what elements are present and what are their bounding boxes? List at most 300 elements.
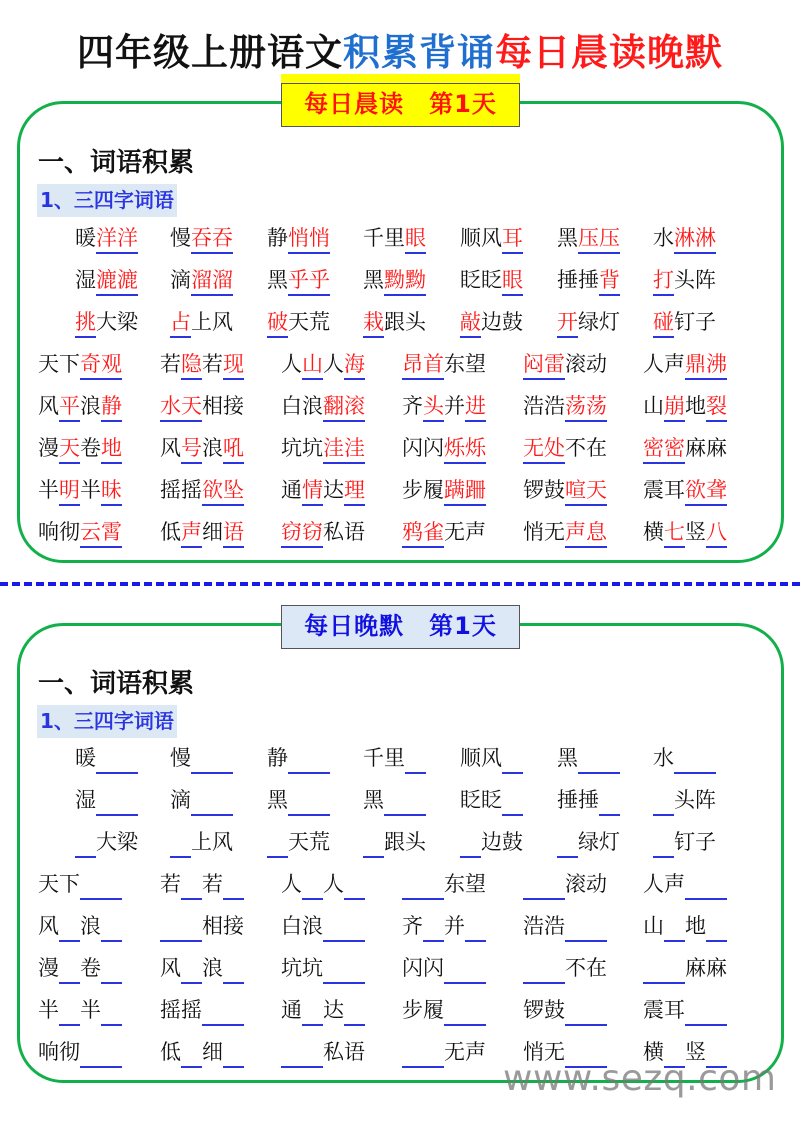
given-chars: 上风 [191, 310, 233, 334]
answer-chars: 理 [344, 477, 365, 506]
given-chars: 摇摇 [160, 478, 202, 502]
dictation-blank-item [402, 911, 486, 942]
dictation-blank-item [402, 953, 486, 984]
dictation-blank-item [281, 1037, 365, 1068]
given-chars: 地 [685, 394, 706, 418]
dictation-blank-item [557, 827, 620, 858]
dictation-blank-item [160, 911, 244, 942]
given-chars: 浪 [202, 436, 223, 460]
answer-chars: 号 [181, 435, 202, 464]
dictation-blank-item [160, 1037, 244, 1068]
word-item [75, 265, 138, 296]
given-chars: 风 [38, 394, 59, 418]
fill-in-blank[interactable] [223, 955, 244, 984]
answer-chars: 海 [344, 351, 365, 380]
fill-in-blank[interactable] [578, 745, 620, 774]
given-chars: 若 [160, 352, 181, 376]
fill-in-blank[interactable] [288, 745, 330, 774]
fill-in-blank[interactable] [460, 829, 481, 858]
answer-chars: 密密 [643, 435, 685, 464]
given-chars: 人声 [643, 872, 685, 896]
given-chars: 山 [643, 914, 664, 938]
answer-chars: 洋洋 [96, 225, 138, 254]
given-chars: 头阵 [674, 268, 716, 292]
dictation-blank-item [267, 785, 330, 816]
word-item [643, 475, 727, 506]
given-chars: 浩浩 [523, 914, 565, 938]
fill-in-blank[interactable] [653, 829, 674, 858]
given-chars: 若 [202, 352, 223, 376]
fill-in-blank[interactable] [302, 997, 323, 1026]
dictation-blank-item [267, 827, 330, 858]
given-chars: 边鼓 [481, 830, 523, 854]
answer-chars: 平 [59, 393, 80, 422]
given-chars: 顺风 [460, 226, 502, 250]
dictation-blank-item [653, 743, 716, 774]
given-chars: 大梁 [96, 830, 138, 854]
dictation-blank-item [460, 743, 523, 774]
answer-chars: 静 [101, 393, 122, 422]
fill-in-blank[interactable] [465, 913, 486, 942]
answer-chars: 黝黝 [384, 267, 426, 296]
fill-in-blank[interactable] [502, 745, 523, 774]
fill-in-blank[interactable] [101, 997, 122, 1026]
fill-in-blank[interactable] [202, 997, 244, 1026]
evening-day-badge: 每日晚默 第1天 [281, 605, 520, 649]
fill-in-blank[interactable] [706, 913, 727, 942]
given-chars: 白浪 [281, 394, 323, 418]
given-chars: 钉子 [674, 830, 716, 854]
word-item [643, 433, 727, 464]
fill-in-blank[interactable] [402, 871, 444, 900]
given-chars: 黑 [363, 788, 384, 812]
word-item [460, 265, 523, 296]
fill-in-blank[interactable] [101, 913, 122, 942]
answer-chars: 崩 [664, 393, 685, 422]
answer-chars: 欲聋 [685, 477, 727, 506]
fill-in-blank[interactable] [181, 871, 202, 900]
given-chars: 人 [323, 352, 344, 376]
fill-in-blank[interactable] [502, 787, 523, 816]
given-chars: 湿 [75, 268, 96, 292]
given-chars: 闪闪 [402, 956, 444, 980]
dictation-blank-item [38, 869, 122, 900]
fill-in-blank[interactable] [444, 997, 486, 1026]
word-item [281, 517, 365, 548]
dictation-blank-item [267, 743, 330, 774]
answer-chars: 八 [706, 519, 727, 548]
given-chars: 滴 [170, 268, 191, 292]
answer-chars: 开 [557, 309, 578, 338]
dictation-blank-item [643, 953, 727, 984]
dictation-blank-item [38, 995, 122, 1026]
word-item [160, 349, 244, 380]
word-item [38, 433, 122, 464]
given-chars: 相接 [202, 914, 244, 938]
dictation-blank-item [160, 995, 244, 1026]
given-chars: 齐 [402, 394, 423, 418]
fill-in-blank[interactable] [402, 1039, 444, 1068]
answer-chars: 喧天 [565, 477, 607, 506]
word-item [402, 391, 486, 422]
given-chars: 半 [38, 478, 59, 502]
word-item [557, 265, 620, 296]
answer-chars: 占 [170, 309, 191, 338]
evening-section-title: 一、词语积累 [38, 669, 195, 699]
given-chars: 捶捶 [557, 788, 599, 812]
given-chars: 水 [653, 226, 674, 250]
word-row [0, 307, 800, 341]
given-chars: 天荒 [288, 830, 330, 854]
answer-chars: 昧 [101, 477, 122, 506]
given-chars: 漫 [38, 436, 59, 460]
fill-in-blank[interactable] [565, 913, 607, 942]
answer-chars: 淋淋 [674, 225, 716, 254]
fill-in-blank[interactable] [344, 871, 365, 900]
answer-chars: 乎乎 [288, 267, 330, 296]
answer-chars: 昂首 [402, 351, 444, 380]
answer-chars: 悄悄 [288, 225, 330, 254]
given-chars: 步履 [402, 478, 444, 502]
dictation-blank-item [523, 953, 607, 984]
dictation-blank-item [38, 1037, 122, 1068]
fill-in-blank[interactable] [191, 787, 233, 816]
fill-in-blank[interactable] [523, 955, 565, 984]
word-item [653, 265, 716, 296]
given-chars: 水 [653, 746, 674, 770]
given-chars: 达 [323, 478, 344, 502]
given-chars: 摇摇 [160, 998, 202, 1022]
word-item [160, 433, 244, 464]
word-item [38, 391, 122, 422]
dictation-blank-item [402, 995, 486, 1026]
given-chars: 人 [281, 352, 302, 376]
answer-chars: 声息 [565, 519, 607, 548]
fill-in-blank[interactable] [59, 913, 80, 942]
answer-chars: 山 [302, 351, 323, 380]
given-chars: 顺风 [460, 746, 502, 770]
given-chars: 私语 [323, 1040, 365, 1064]
title-part-daily: 每日晨读晚默 [495, 31, 723, 74]
given-chars: 东望 [444, 352, 486, 376]
fill-in-blank[interactable] [267, 829, 288, 858]
dictation-blank-item [557, 743, 620, 774]
word-item [160, 475, 244, 506]
given-chars: 风 [160, 436, 181, 460]
answer-chars: 现 [223, 351, 244, 380]
given-chars: 通 [281, 478, 302, 502]
page-title [0, 22, 800, 76]
fill-in-blank[interactable] [323, 913, 365, 942]
given-chars: 卷 [80, 436, 101, 460]
fill-in-blank[interactable] [685, 997, 727, 1026]
word-item [170, 307, 233, 338]
dictation-blank-item [281, 911, 365, 942]
given-chars: 半 [80, 998, 101, 1022]
given-chars: 暖 [75, 746, 96, 770]
given-chars: 风 [38, 914, 59, 938]
given-chars: 眨眨 [460, 788, 502, 812]
given-chars: 山 [643, 394, 664, 418]
answer-chars: 裂 [706, 393, 727, 422]
answer-chars: 天 [59, 435, 80, 464]
answer-chars: 地 [101, 435, 122, 464]
fill-in-blank[interactable] [557, 829, 578, 858]
given-chars: 黑 [267, 268, 288, 292]
answer-chars: 进 [465, 393, 486, 422]
evening-sub-title: 1、三四字词语 [37, 705, 177, 738]
fill-in-blank[interactable] [643, 955, 685, 984]
fill-in-blank[interactable] [59, 997, 80, 1026]
answer-chars: 背 [599, 267, 620, 296]
given-chars: 横 [643, 1040, 664, 1064]
fill-in-blank[interactable] [223, 1039, 244, 1068]
answer-chars: 溜溜 [191, 267, 233, 296]
word-item [523, 433, 607, 464]
dictation-blank-item [523, 869, 607, 900]
answer-chars: 隐 [181, 351, 202, 380]
given-chars: 细 [202, 520, 223, 544]
given-chars: 漫 [38, 956, 59, 980]
fill-in-blank[interactable] [75, 829, 96, 858]
fill-in-blank[interactable] [96, 745, 138, 774]
answer-chars: 头 [423, 393, 444, 422]
given-chars: 卷 [80, 956, 101, 980]
word-item [523, 475, 607, 506]
given-chars: 低 [160, 1040, 181, 1064]
word-item [281, 433, 365, 464]
dictation-blank-item [653, 785, 716, 816]
dictation-blank-item [281, 995, 365, 1026]
word-row [0, 265, 800, 299]
given-chars: 达 [323, 998, 344, 1022]
word-row [0, 743, 800, 777]
dictation-blank-item [523, 995, 607, 1026]
given-chars: 滚动 [565, 352, 607, 376]
answer-chars: 无处 [523, 435, 565, 464]
answer-chars: 云霄 [80, 519, 122, 548]
fill-in-blank[interactable] [302, 871, 323, 900]
fill-in-blank[interactable] [523, 871, 565, 900]
dictation-blank-item [170, 827, 233, 858]
answer-chars: 声 [181, 519, 202, 548]
given-chars: 锣鼓 [523, 478, 565, 502]
fill-in-blank[interactable] [191, 745, 233, 774]
given-chars: 竖 [685, 1040, 706, 1064]
dictation-blank-item [460, 785, 523, 816]
given-chars: 麻麻 [685, 436, 727, 460]
fill-in-blank[interactable] [96, 787, 138, 816]
given-chars: 暖 [75, 226, 96, 250]
given-chars: 天荒 [288, 310, 330, 334]
word-item [402, 475, 486, 506]
fill-in-blank[interactable] [664, 913, 685, 942]
dictation-blank-item [523, 911, 607, 942]
fill-in-blank[interactable] [384, 787, 426, 816]
word-item [653, 223, 716, 254]
dictation-blank-item [460, 827, 523, 858]
word-row [0, 785, 800, 819]
word-item [363, 265, 426, 296]
fill-in-blank[interactable] [405, 745, 426, 774]
word-item [160, 517, 244, 548]
given-chars: 上风 [191, 830, 233, 854]
dictation-blank-item [160, 953, 244, 984]
given-chars: 静 [267, 746, 288, 770]
word-item [363, 223, 426, 254]
answer-chars: 洼洼 [323, 435, 365, 464]
dictation-blank-item [643, 995, 727, 1026]
fill-in-blank[interactable] [59, 955, 80, 984]
fill-in-blank[interactable] [160, 913, 202, 942]
dictation-blank-item [75, 785, 138, 816]
fill-in-blank[interactable] [323, 955, 365, 984]
word-item [523, 517, 607, 548]
given-chars: 绿灯 [578, 310, 620, 334]
word-row [0, 517, 800, 551]
dictation-blank-item [402, 1037, 486, 1068]
dictation-blank-item [281, 953, 365, 984]
given-chars: 闪闪 [402, 436, 444, 460]
dictation-blank-item [160, 869, 244, 900]
word-row [0, 391, 800, 425]
word-row [0, 869, 800, 903]
answer-chars: 耳 [502, 225, 523, 254]
answer-chars: 敲 [460, 309, 481, 338]
answer-chars: 碰 [653, 309, 674, 338]
answer-chars: 破 [267, 309, 288, 338]
given-chars: 头阵 [674, 788, 716, 812]
given-chars: 浩浩 [523, 394, 565, 418]
fill-in-blank[interactable] [170, 829, 191, 858]
dictation-blank-item [281, 869, 365, 900]
section-divider [0, 582, 800, 586]
fill-in-blank[interactable] [288, 787, 330, 816]
word-item [402, 349, 486, 380]
word-item [643, 517, 727, 548]
given-chars: 人 [323, 872, 344, 896]
fill-in-blank[interactable] [344, 997, 365, 1026]
fill-in-blank[interactable] [653, 787, 674, 816]
fill-in-blank[interactable] [444, 955, 486, 984]
given-chars: 悄无 [523, 1040, 565, 1064]
fill-in-blank[interactable] [363, 829, 384, 858]
given-chars: 浪 [80, 914, 101, 938]
dictation-blank-item [557, 785, 620, 816]
fill-in-blank[interactable] [685, 871, 727, 900]
fill-in-blank[interactable] [80, 871, 122, 900]
dictation-blank-item [363, 743, 426, 774]
word-item [267, 307, 330, 338]
fill-in-blank[interactable] [423, 913, 444, 942]
word-item [643, 349, 727, 380]
fill-in-blank[interactable] [599, 787, 620, 816]
given-chars: 黑 [267, 788, 288, 812]
fill-in-blank[interactable] [80, 1039, 122, 1068]
given-chars: 麻麻 [685, 956, 727, 980]
answer-chars: 语 [223, 519, 244, 548]
dictation-blank-item [38, 953, 122, 984]
answer-chars: 荡荡 [565, 393, 607, 422]
given-chars: 风 [160, 956, 181, 980]
given-chars: 细 [202, 1040, 223, 1064]
given-chars: 低 [160, 520, 181, 544]
given-chars: 并 [444, 914, 465, 938]
given-chars: 相接 [202, 394, 244, 418]
answer-chars: 七 [664, 519, 685, 548]
word-item [75, 307, 138, 338]
given-chars: 震耳 [643, 478, 685, 502]
word-item [38, 349, 122, 380]
word-item [363, 307, 426, 338]
fill-in-blank[interactable] [223, 871, 244, 900]
given-chars: 地 [685, 914, 706, 938]
word-row [0, 433, 800, 467]
given-chars: 半 [38, 998, 59, 1022]
fill-in-blank[interactable] [101, 955, 122, 984]
given-chars: 黑 [557, 226, 578, 250]
given-chars: 半 [80, 478, 101, 502]
answer-chars: 明 [59, 477, 80, 506]
word-item [170, 265, 233, 296]
word-item [557, 307, 620, 338]
word-item [38, 475, 122, 506]
fill-in-blank[interactable] [181, 1039, 202, 1068]
answer-chars: 奇观 [80, 351, 122, 380]
given-chars: 捶捶 [557, 268, 599, 292]
fill-in-blank[interactable] [281, 1039, 323, 1068]
fill-in-blank[interactable] [674, 745, 716, 774]
given-chars: 悄无 [523, 520, 565, 544]
answer-chars: 压压 [578, 225, 620, 254]
answer-chars: 打 [653, 267, 674, 296]
answer-chars: 栽 [363, 309, 384, 338]
answer-chars: 挑 [75, 309, 96, 338]
word-item [643, 391, 727, 422]
word-item [267, 223, 330, 254]
word-item [402, 517, 486, 548]
answer-chars: 情 [302, 477, 323, 506]
given-chars: 无声 [444, 520, 486, 544]
word-item [523, 349, 607, 380]
given-chars: 钉子 [674, 310, 716, 334]
given-chars: 慢 [170, 746, 191, 770]
given-chars: 白浪 [281, 914, 323, 938]
fill-in-blank[interactable] [181, 955, 202, 984]
given-chars: 私语 [323, 520, 365, 544]
answer-chars: 水天 [160, 393, 202, 422]
word-item [557, 223, 620, 254]
given-chars: 跟头 [384, 310, 426, 334]
given-chars: 黑 [557, 746, 578, 770]
fill-in-blank[interactable] [565, 997, 607, 1026]
answer-chars: 烁烁 [444, 435, 486, 464]
given-chars: 东望 [444, 872, 486, 896]
word-item [402, 433, 486, 464]
morning-section-title: 一、词语积累 [38, 148, 195, 178]
answer-chars: 翻滚 [323, 393, 365, 422]
answer-chars: 吞吞 [191, 225, 233, 254]
dictation-blank-item [170, 743, 233, 774]
dictation-blank-item [170, 785, 233, 816]
given-chars: 天下 [38, 352, 80, 376]
given-chars: 边鼓 [481, 310, 523, 334]
word-item [160, 391, 244, 422]
answer-chars: 欲坠 [202, 477, 244, 506]
given-chars: 响彻 [38, 1040, 80, 1064]
word-row [0, 953, 800, 987]
given-chars: 并 [444, 394, 465, 418]
